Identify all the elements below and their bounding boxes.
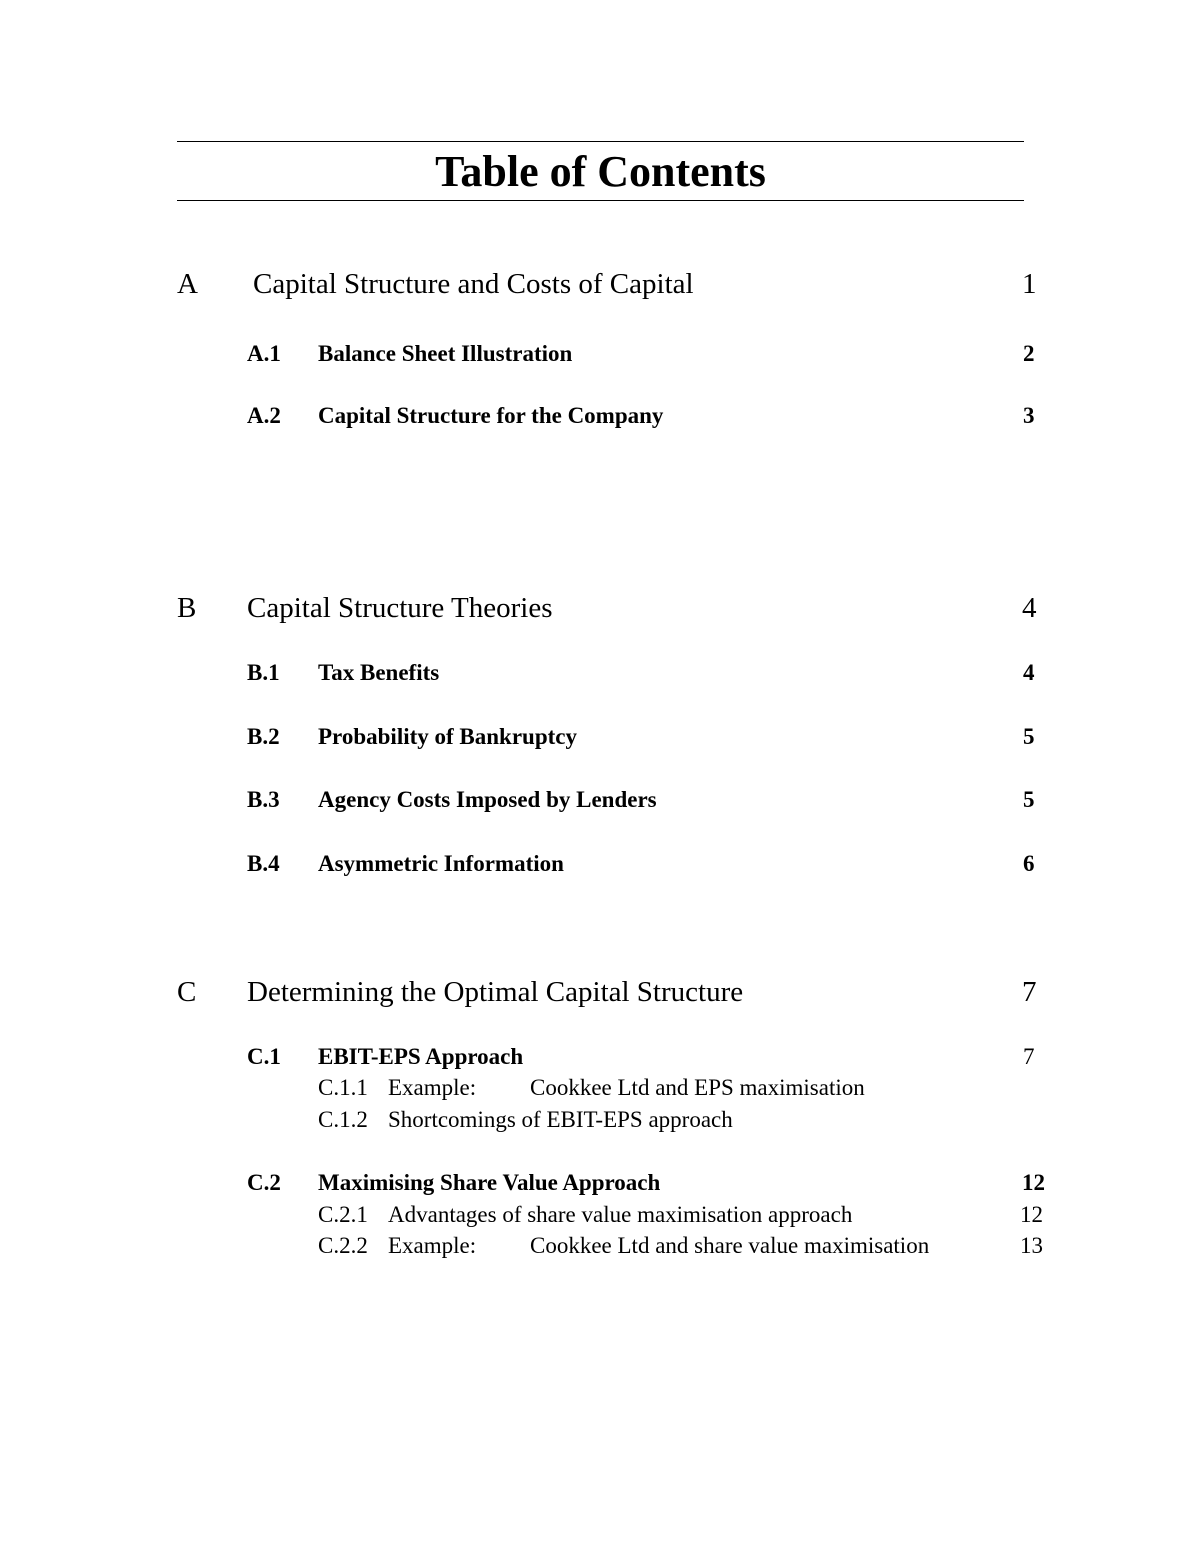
section-number: C [177,976,197,1008]
toc-subsection-c1[interactable] [0,1041,1200,1073]
subsection-title: Agency Costs Imposed by Lenders [318,787,657,812]
page-number: 6 [1023,851,1035,876]
item-number: C.2.1 [318,1202,368,1227]
toc-subsection-b3[interactable] [0,784,1200,816]
page-number: 5 [1023,787,1035,812]
toc-item-c21[interactable] [0,1200,1200,1230]
subsection-title: Asymmetric Information [318,851,564,876]
toc-subsection-b1[interactable] [0,657,1200,689]
page-number: 4 [1022,592,1037,624]
subsection-title: Balance Sheet Illustration [318,341,573,366]
toc-subsection-b4[interactable] [0,848,1200,880]
item-title: Example: [388,1075,477,1100]
subsection-number: A.1 [247,341,281,366]
item-description: Cookkee Ltd and share value maximisation [530,1233,930,1258]
toc-item-c22[interactable] [0,1231,1200,1261]
page-number: 1 [1022,268,1037,300]
subsection-title: EBIT-EPS Approach [318,1044,524,1069]
title-bottom-rule [177,200,1024,201]
subsection-number: B.1 [247,660,280,685]
section-number: B [177,592,197,624]
item-title: Example: [388,1233,477,1258]
subsection-number: B.4 [247,851,280,876]
section-title: Determining the Optimal Capital Structure [247,976,744,1008]
page-number: 4 [1023,660,1035,685]
page-title: Table of Contents [435,147,766,196]
item-number: C.1.2 [318,1107,368,1132]
section-number: A [177,268,198,300]
subsection-number: B.3 [247,787,280,812]
toc-section-b[interactable] [0,588,1200,628]
toc-section-a[interactable] [0,264,1200,304]
page-number: 12 [1020,1202,1043,1227]
toc-subsection-c2[interactable] [0,1167,1200,1199]
subsection-title: Capital Structure for the Company [318,403,664,428]
subsection-number: A.2 [247,403,281,428]
subsection-number: C.1 [247,1044,281,1069]
toc-item-c11[interactable] [0,1073,1200,1103]
page-number: 7 [1023,1044,1035,1069]
title-top-rule [177,141,1024,142]
page-number: 2 [1023,341,1035,366]
page-number: 13 [1020,1233,1043,1258]
section-title: Capital Structure and Costs of Capital [253,268,694,300]
item-description: Cookkee Ltd and EPS maximisation [530,1075,865,1100]
subsection-number: B.2 [247,724,280,749]
page-number: 12 [1022,1170,1045,1195]
page-number: 7 [1022,976,1037,1008]
toc-section-c[interactable] [0,972,1200,1012]
toc-subsection-b2[interactable] [0,721,1200,753]
subsection-title: Probability of Bankruptcy [318,724,577,749]
subsection-title: Maximising Share Value Approach [318,1170,661,1195]
subsection-number: C.2 [247,1170,281,1195]
item-title: Shortcomings of EBIT-EPS approach [388,1107,733,1132]
toc-item-c12[interactable] [0,1105,1200,1135]
page-number: 5 [1023,724,1035,749]
subsection-title: Tax Benefits [318,660,440,685]
item-number: C.2.2 [318,1233,368,1258]
page-number: 3 [1023,403,1035,428]
toc-subsection-a2[interactable] [0,400,1200,432]
section-title: Capital Structure Theories [247,592,553,624]
toc-subsection-a1[interactable] [0,338,1200,370]
item-number: C.1.1 [318,1075,368,1100]
item-title: Advantages of share value maximisation approach [388,1202,853,1227]
